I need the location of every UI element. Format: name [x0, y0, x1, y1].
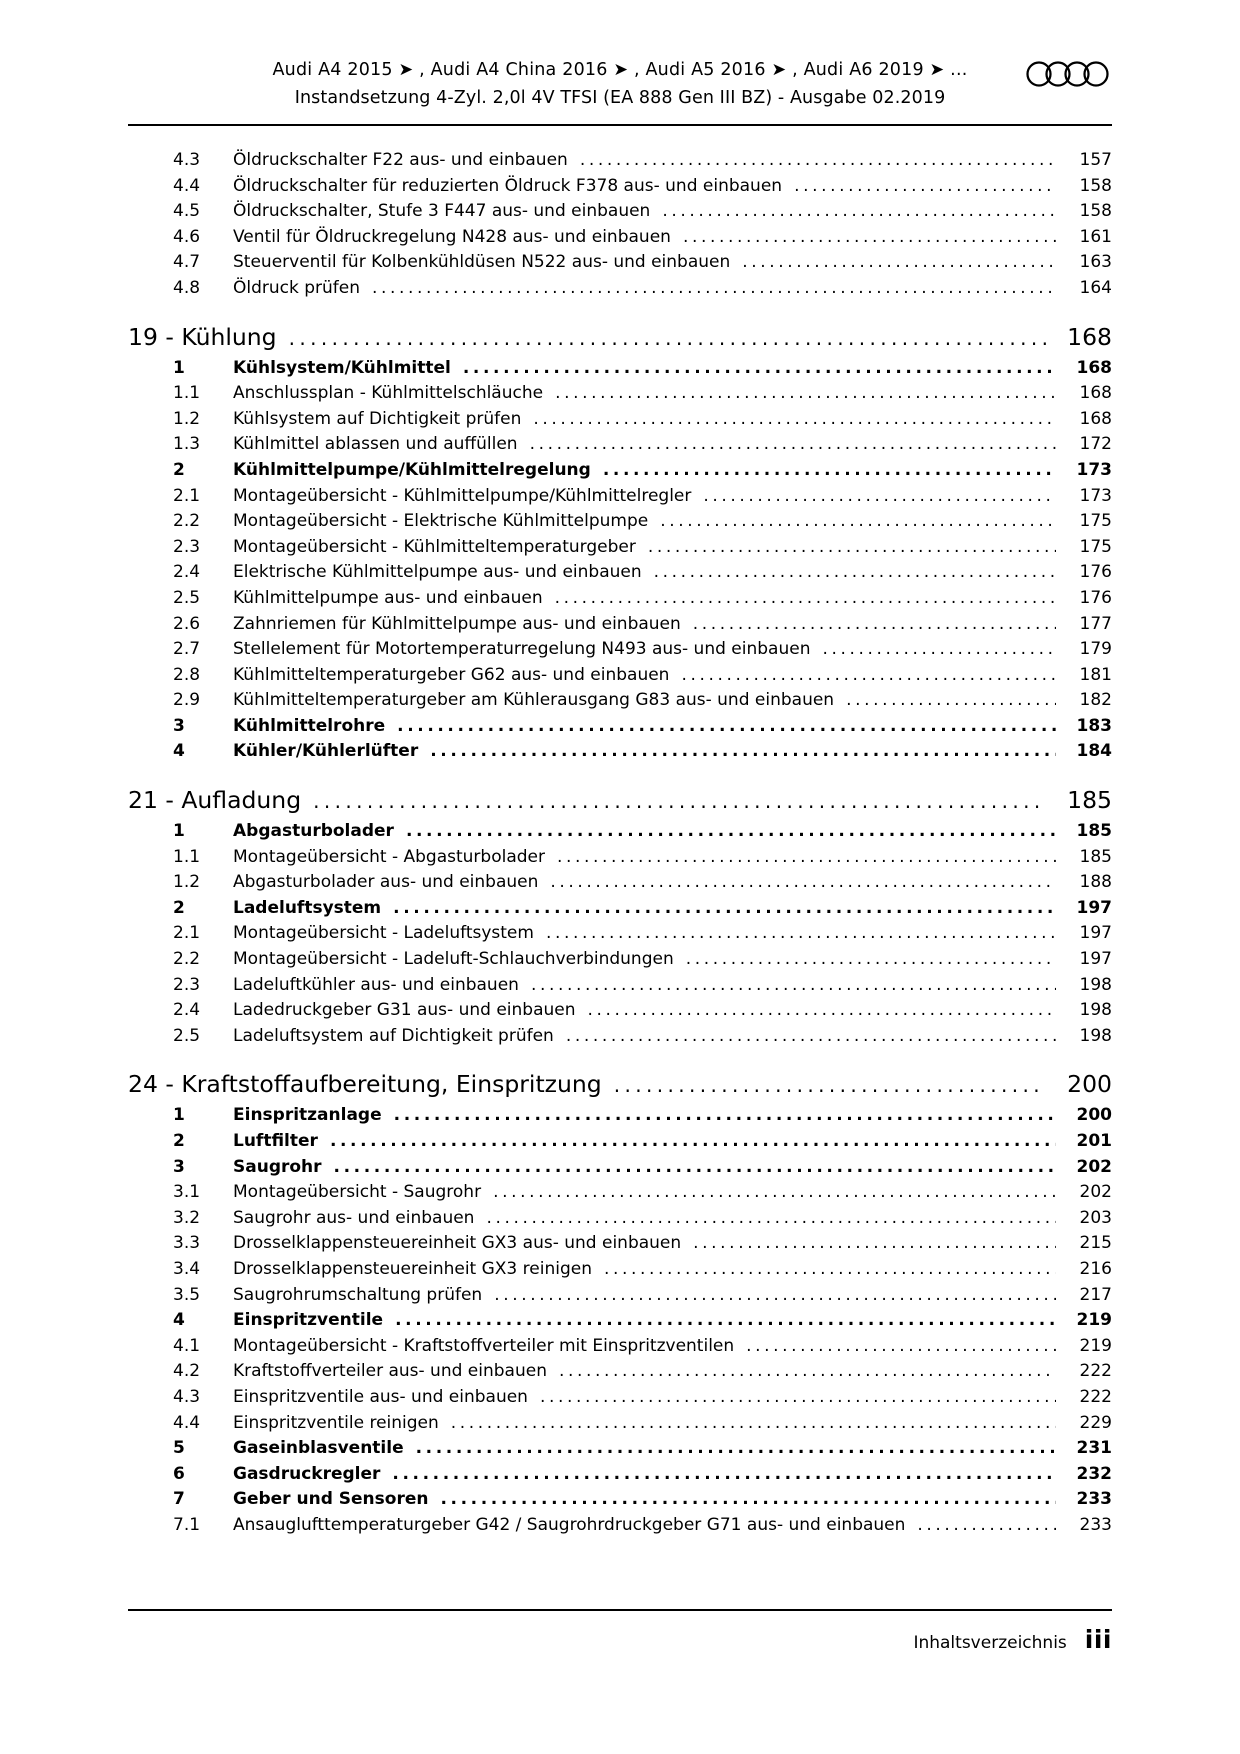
header-model-line: Audi A4 2015 ➤ , Audi A4 China 2016 ➤ , Audi A5 2016 ➤ , Audi A6 2019 ➤ ... — [272, 60, 968, 80]
toc-entry-number: 2.6 — [173, 613, 201, 634]
toc-leader — [530, 436, 1056, 453]
toc-group-continued — [128, 148, 1112, 302]
toc-entry-title: Stellelement für Motortemperaturregelung N493 aus- und einbauen — [233, 639, 811, 660]
toc-leader — [614, 1075, 1046, 1099]
toc-chapter-title: 21 - Aufladung — [128, 786, 302, 815]
toc-entry-number: 4.8 — [173, 277, 201, 298]
toc-entry-page: 185 — [1079, 846, 1112, 867]
toc-leader — [703, 488, 1056, 505]
toc-entry-page: 201 — [1076, 1131, 1112, 1151]
header-manual-line: Instandsetzung 4-Zyl. 2,0l 4V TFSI (EA 888 Gen III BZ) - Ausgabe 02.2019 — [294, 88, 946, 108]
toc-entry-number: 2 — [173, 459, 185, 480]
toc-entry-title: Montageübersicht - Elektrische Kühlmittelpumpe — [233, 511, 649, 532]
toc-leader — [313, 791, 1046, 815]
toc-entry[interactable] — [128, 1359, 1112, 1385]
toc-entry-page: 168 — [1079, 408, 1112, 429]
toc-entry-title: Einspritzventile reinigen — [233, 1412, 439, 1433]
toc-entry-number: 3.3 — [173, 1233, 201, 1254]
toc-entry-title: Ladedruckgeber G31 aus- und einbauen — [233, 1000, 576, 1021]
toc-leader — [555, 385, 1056, 402]
toc-entry-number: 5 — [173, 1438, 185, 1459]
toc-entry[interactable] — [128, 381, 1112, 407]
toc-leader — [463, 360, 1056, 377]
toc-entry-page: 175 — [1079, 511, 1112, 532]
toc-entry-number: 2.4 — [173, 1000, 201, 1021]
toc-entry[interactable] — [128, 1334, 1112, 1360]
toc-leader — [416, 1440, 1056, 1457]
toc-leader — [681, 667, 1056, 684]
toc-leader — [742, 254, 1056, 271]
toc-entry-title: Saugrohr — [233, 1156, 322, 1177]
toc-entry-title: Kühlsystem auf Dichtigkeit prüfen — [233, 408, 522, 429]
footer-section-label: Inhaltsverzeichnis — [913, 1633, 1067, 1653]
toc-entry-number: 2.3 — [173, 536, 201, 557]
toc-entry-page: 184 — [1076, 741, 1112, 762]
toc-entry-title: Kühlmittelrohre — [233, 715, 386, 736]
toc-entry-number: 1.2 — [173, 408, 201, 429]
toc-leader — [395, 1312, 1056, 1329]
toc-entry-number: 2.1 — [173, 485, 201, 506]
audi-rings-icon — [1026, 60, 1112, 88]
toc-leader — [330, 1133, 1056, 1150]
toc-entry-page: 173 — [1076, 459, 1112, 480]
toc-leader — [604, 1261, 1056, 1278]
toc-leader — [393, 900, 1056, 917]
toc-entry-number: 2.5 — [173, 587, 201, 608]
toc-entry-number: 1.1 — [173, 846, 201, 867]
toc-leader — [540, 1389, 1056, 1406]
toc-entry-number: 1.3 — [173, 434, 201, 455]
toc-entry[interactable] — [128, 1513, 1112, 1539]
toc-leader — [794, 178, 1056, 195]
toc-entry-number: 2.2 — [173, 949, 201, 970]
toc-entry-number: 2.7 — [173, 639, 201, 660]
toc-entry[interactable] — [128, 998, 1112, 1024]
toc-entry[interactable] — [128, 896, 1112, 922]
toc-entry[interactable] — [128, 947, 1112, 973]
toc-entry-title: Öldruck prüfen — [233, 277, 361, 298]
toc-entry-number: 1.1 — [173, 383, 201, 404]
toc-entry-page: 231 — [1076, 1438, 1112, 1459]
toc-entry[interactable] — [128, 276, 1112, 302]
toc-leader — [580, 152, 1056, 169]
toc-entry-page: 173 — [1079, 485, 1112, 506]
toc-entry[interactable] — [128, 637, 1112, 663]
toc-entry-title: Kühlmitteltemperaturgeber G62 aus- und einbauen — [233, 664, 670, 685]
toc-entry-number: 2 — [173, 897, 185, 918]
toc-chapter-21-entries — [128, 819, 1112, 1049]
toc-leader — [654, 564, 1056, 581]
toc-entry-page: 163 — [1079, 252, 1112, 273]
toc-entry-number: 1 — [173, 821, 185, 842]
toc-leader — [555, 590, 1056, 607]
toc-entry[interactable] — [128, 1385, 1112, 1411]
toc-chapter-heading[interactable] — [128, 1067, 1112, 1101]
toc-entry-number: 7 — [173, 1489, 185, 1510]
toc-entry-title: Montageübersicht - Saugrohr — [233, 1182, 482, 1203]
toc-entry-page: 229 — [1079, 1412, 1112, 1433]
toc-entry-number: 3.5 — [173, 1284, 201, 1305]
toc-entry-number: 2.3 — [173, 974, 201, 995]
toc-leader — [440, 1491, 1056, 1508]
toc-entry-title: Gasdruckregler — [233, 1463, 381, 1484]
toc-entry-page: 222 — [1079, 1361, 1112, 1382]
toc-entry[interactable] — [128, 535, 1112, 561]
toc-entry[interactable] — [128, 1411, 1112, 1437]
toc-entry-number: 4.4 — [173, 1412, 201, 1433]
toc-entry-page: 176 — [1079, 562, 1112, 583]
toc-leader — [559, 1363, 1056, 1380]
toc-entry-title: Kühlmittelpumpe aus- und einbauen — [233, 587, 543, 608]
toc-entry-title: Montageübersicht - Kühlmittelpumpe/Kühlmittelregler — [233, 485, 692, 506]
toc-chapter-page: 185 — [1067, 786, 1112, 815]
toc-entry-page: 219 — [1076, 1310, 1112, 1331]
toc-entry-page: 200 — [1076, 1105, 1112, 1126]
toc-entry-title: Abgasturbolader — [233, 821, 394, 842]
toc-chapter-page: 200 — [1067, 1070, 1112, 1099]
toc-entry-page: 233 — [1079, 1514, 1112, 1535]
toc-entry[interactable] — [128, 1129, 1112, 1155]
toc-entry-number: 6 — [173, 1463, 185, 1484]
toc-entry-page: 177 — [1079, 613, 1112, 634]
toc-entry-number: 1.2 — [173, 872, 201, 893]
toc-entry-page: 232 — [1076, 1463, 1112, 1484]
toc-leader — [917, 1517, 1056, 1534]
toc-leader — [289, 328, 1046, 352]
toc-entry-title: Elektrische Kühlmittelpumpe aus- und einbauen — [233, 562, 642, 583]
toc-entry-title: Montageübersicht - Ladeluftsystem — [233, 923, 534, 944]
toc-entry[interactable] — [128, 1206, 1112, 1232]
toc-entry[interactable] — [128, 1155, 1112, 1181]
header-divider — [128, 124, 1112, 126]
toc-entry[interactable] — [128, 586, 1112, 612]
toc-chapter-heading[interactable] — [128, 320, 1112, 354]
toc-entry-number: 3.2 — [173, 1207, 201, 1228]
toc-entry-title: Montageübersicht - Abgasturbolader — [233, 846, 545, 867]
toc-entry-number: 3 — [173, 1156, 185, 1177]
toc-entry-number: 3 — [173, 715, 185, 736]
toc-entry-title: Öldruckschalter für reduzierten Öldruck F378 aus- und einbauen — [233, 175, 783, 196]
toc-entry[interactable] — [128, 1283, 1112, 1309]
toc-entry-title: Saugrohr aus- und einbauen — [233, 1207, 475, 1228]
toc-leader — [334, 1159, 1056, 1176]
toc-entry-page: 183 — [1076, 715, 1112, 736]
toc-entry-page: 217 — [1079, 1284, 1112, 1305]
toc-entry[interactable] — [128, 663, 1112, 689]
toc-entry[interactable] — [128, 714, 1112, 740]
toc-entry-number: 3.4 — [173, 1258, 201, 1279]
toc-entry-number: 4.6 — [173, 226, 201, 247]
toc-entry-title: Einspritzventile aus- und einbauen — [233, 1386, 528, 1407]
toc-entry-title: Montageübersicht - Kühlmitteltemperaturgeber — [233, 536, 636, 557]
toc-entry[interactable] — [128, 174, 1112, 200]
toc-entry[interactable] — [128, 458, 1112, 484]
toc-entry[interactable] — [128, 921, 1112, 947]
toc-entry-number: 1 — [173, 357, 185, 378]
toc-entry[interactable] — [128, 819, 1112, 845]
toc-entry-number: 4.1 — [173, 1335, 201, 1356]
toc-entry-title: Öldruckschalter F22 aus- und einbauen — [233, 150, 568, 170]
toc-entry[interactable] — [128, 356, 1112, 382]
toc-entry-page: 197 — [1076, 897, 1112, 918]
toc-entry-title: Kühlsystem/Kühlmittel — [233, 357, 451, 378]
toc-entry-title: Gaseinblasventile — [233, 1438, 404, 1459]
toc-entry[interactable] — [128, 1487, 1112, 1513]
toc-entry[interactable] — [128, 1024, 1112, 1050]
toc-entry-page: 168 — [1076, 357, 1112, 378]
toc-entry-page: 198 — [1079, 1000, 1112, 1021]
toc-leader — [686, 951, 1056, 968]
toc-entry-number: 2.4 — [173, 562, 201, 583]
toc-leader — [693, 1235, 1056, 1252]
toc-entry[interactable] — [128, 250, 1112, 276]
toc-entry-page: 198 — [1079, 1025, 1112, 1046]
toc-entry-title: Ladeluftsystem auf Dichtigkeit prüfen — [233, 1025, 554, 1046]
toc-entry-page: 233 — [1076, 1489, 1112, 1510]
toc-entry-page: 168 — [1079, 383, 1112, 404]
toc-leader — [846, 692, 1056, 709]
toc-entry-title: Drosselklappensteuereinheit GX3 aus- und einbauen — [233, 1233, 682, 1254]
page-footer — [128, 1609, 1112, 1654]
toc-entry-title: Zahnriemen für Kühlmittelpumpe aus- und einbauen — [233, 613, 681, 634]
toc-entry-number: 3.1 — [173, 1182, 201, 1203]
toc-entry-page: 197 — [1079, 949, 1112, 970]
toc-entry-title: Ladeluftsystem — [233, 897, 382, 918]
toc-leader — [372, 280, 1056, 297]
toc-entry-page: 222 — [1079, 1386, 1112, 1407]
toc-entry[interactable] — [128, 1180, 1112, 1206]
toc-leader — [533, 411, 1056, 428]
toc-entry-title: Kühler/Kühlerlüfter — [233, 741, 419, 762]
toc-entry[interactable] — [128, 688, 1112, 714]
toc-entry-title: Saugrohrumschaltung prüfen — [233, 1284, 483, 1305]
toc-leader — [531, 977, 1056, 994]
toc-leader — [430, 743, 1056, 760]
toc-entry-page: 181 — [1079, 664, 1112, 685]
toc-leader — [603, 462, 1056, 479]
toc-entry-title: Abgasturbolader aus- und einbauen — [233, 872, 539, 893]
toc-entry[interactable] — [128, 484, 1112, 510]
toc-entry-title: Kühlmittelpumpe/Kühlmittelregelung — [233, 459, 591, 480]
toc-entry-page: 172 — [1079, 434, 1112, 455]
toc-entry-number: 4.3 — [173, 150, 201, 170]
toc-leader — [746, 1338, 1056, 1355]
toc-entry-page: 219 — [1079, 1335, 1112, 1356]
toc-entry-title: Ansauglufttemperaturgeber G42 / Saugrohrdruckgeber G71 aus- und einbauen — [233, 1514, 906, 1535]
toc-entry[interactable] — [128, 1257, 1112, 1283]
toc-entry[interactable] — [128, 199, 1112, 225]
toc-leader — [406, 823, 1056, 840]
toc-entry-number: 2.9 — [173, 690, 201, 711]
toc-leader — [392, 1466, 1056, 1483]
toc-entry-title: Kühlmittel ablassen und auffüllen — [233, 434, 518, 455]
toc-entry-number: 2.2 — [173, 511, 201, 532]
toc-entry[interactable] — [128, 1436, 1112, 1462]
toc-entry[interactable] — [128, 739, 1112, 765]
toc-entry[interactable] — [128, 148, 1112, 174]
toc-entry-title: Anschlussplan - Kühlmittelschläuche — [233, 383, 544, 404]
toc-leader — [546, 925, 1056, 942]
toc-chapter-title: 19 - Kühlung — [128, 322, 277, 351]
toc-leader — [451, 1415, 1056, 1432]
toc-entry-page: 188 — [1079, 872, 1112, 893]
toc-entry-page: 185 — [1076, 821, 1112, 842]
toc-entry-page: 164 — [1079, 277, 1112, 298]
toc-entry-title: Ladeluftkühler aus- und einbauen — [233, 974, 519, 995]
toc-leader — [662, 203, 1056, 220]
toc-entry-page: 203 — [1079, 1207, 1112, 1228]
toc-chapter-heading[interactable] — [128, 783, 1112, 817]
toc-entry-number: 2 — [173, 1131, 185, 1151]
toc-leader — [683, 229, 1056, 246]
toc-entry-page: 215 — [1079, 1233, 1112, 1254]
footer-divider — [128, 1609, 1112, 1611]
toc-entry-title: Öldruckschalter, Stufe 3 F447 aus- und einbauen — [233, 201, 651, 222]
toc-entry[interactable] — [128, 1308, 1112, 1334]
toc-entry-title: Drosselklappensteuereinheit GX3 reinigen — [233, 1258, 592, 1279]
toc-entry[interactable] — [128, 225, 1112, 251]
toc-leader — [693, 616, 1056, 633]
toc-entry-title: Kraftstoffverteiler aus- und einbauen — [233, 1361, 547, 1382]
toc-entry-page: 179 — [1079, 639, 1112, 660]
table-of-contents — [128, 148, 1112, 1539]
toc-entry-page: 158 — [1079, 175, 1112, 196]
toc-entry-page: 157 — [1079, 150, 1112, 170]
toc-leader — [566, 1028, 1056, 1045]
toc-entry-title: Montageübersicht - Kraftstoffverteiler mit Einspritzventilen — [233, 1335, 735, 1356]
toc-leader — [660, 513, 1056, 530]
toc-leader — [394, 1107, 1056, 1124]
toc-entry-page: 158 — [1079, 201, 1112, 222]
toc-entry-number: 4 — [173, 741, 185, 762]
toc-entry-title: Ventil für Öldruckregelung N428 aus- und einbauen — [233, 226, 671, 247]
toc-chapter-19-entries — [128, 356, 1112, 766]
toc-leader — [550, 874, 1056, 891]
toc-entry-title: Luftfilter — [233, 1131, 318, 1151]
toc-entry-number: 4.3 — [173, 1386, 201, 1407]
toc-entry-page: 197 — [1079, 923, 1112, 944]
toc-entry-page: 182 — [1079, 690, 1112, 711]
toc-entry-number: 4.2 — [173, 1361, 201, 1382]
toc-chapter-24 — [128, 1067, 1112, 1538]
toc-leader — [494, 1287, 1056, 1304]
toc-entry-number: 2.1 — [173, 923, 201, 944]
toc-chapter-title: 24 - Kraftstoffaufbereitung, Einspritzung — [128, 1070, 602, 1099]
toc-entry-number: 2.8 — [173, 664, 201, 685]
toc-entry[interactable] — [128, 1103, 1112, 1129]
toc-leader — [493, 1184, 1056, 1201]
toc-entry-title: Montageübersicht - Ladeluft-Schlauchverbindungen — [233, 949, 674, 970]
footer-page-number: iii — [1084, 1625, 1112, 1654]
toc-entry-title: Einspritzanlage — [233, 1105, 382, 1126]
toc-entry-number: 1 — [173, 1105, 185, 1126]
toc-entry[interactable] — [128, 1462, 1112, 1488]
toc-entry[interactable] — [128, 870, 1112, 896]
toc-entry[interactable] — [128, 509, 1112, 535]
toc-entry-page: 198 — [1079, 974, 1112, 995]
toc-entry[interactable] — [128, 560, 1112, 586]
toc-chapter-24-entries — [128, 1103, 1112, 1538]
toc-chapter-19 — [128, 320, 1112, 766]
toc-entry-page: 176 — [1079, 587, 1112, 608]
toc-entry[interactable] — [128, 612, 1112, 638]
toc-entry-page: 202 — [1079, 1182, 1112, 1203]
toc-entry-number: 4.7 — [173, 252, 201, 273]
toc-entry-title: Kühlmitteltemperaturgeber am Kühlerausgang G83 aus- und einbauen — [233, 690, 835, 711]
toc-entry-number: 4.5 — [173, 201, 201, 222]
toc-entry-page: 161 — [1079, 226, 1112, 247]
toc-entry-title: Steuerventil für Kolbenkühldüsen N522 aus- und einbauen — [233, 252, 731, 273]
toc-leader — [822, 641, 1056, 658]
toc-entry-number: 4 — [173, 1310, 185, 1331]
toc-entry-number: 4.4 — [173, 175, 201, 196]
toc-chapter-21 — [128, 783, 1112, 1049]
toc-entry-title: Einspritzventile — [233, 1310, 384, 1331]
toc-entry-number: 2.5 — [173, 1025, 201, 1046]
toc-leader — [486, 1210, 1056, 1227]
toc-entry-page: 216 — [1079, 1258, 1112, 1279]
page-header — [128, 56, 1112, 126]
toc-entry-title: Geber und Sensoren — [233, 1489, 429, 1510]
toc-leader — [557, 849, 1056, 866]
toc-entry[interactable] — [128, 845, 1112, 871]
toc-chapter-page: 168 — [1067, 322, 1112, 351]
toc-entry[interactable] — [128, 432, 1112, 458]
toc-leader — [588, 1002, 1057, 1019]
toc-entry-page: 202 — [1076, 1156, 1112, 1177]
toc-leader — [397, 718, 1056, 735]
toc-entry[interactable] — [128, 407, 1112, 433]
toc-entry[interactable] — [128, 973, 1112, 999]
toc-entry-page: 175 — [1079, 536, 1112, 557]
toc-entry[interactable] — [128, 1231, 1112, 1257]
toc-entry-number: 7.1 — [173, 1514, 201, 1535]
toc-leader — [648, 539, 1056, 556]
header-text-block — [128, 56, 1112, 112]
